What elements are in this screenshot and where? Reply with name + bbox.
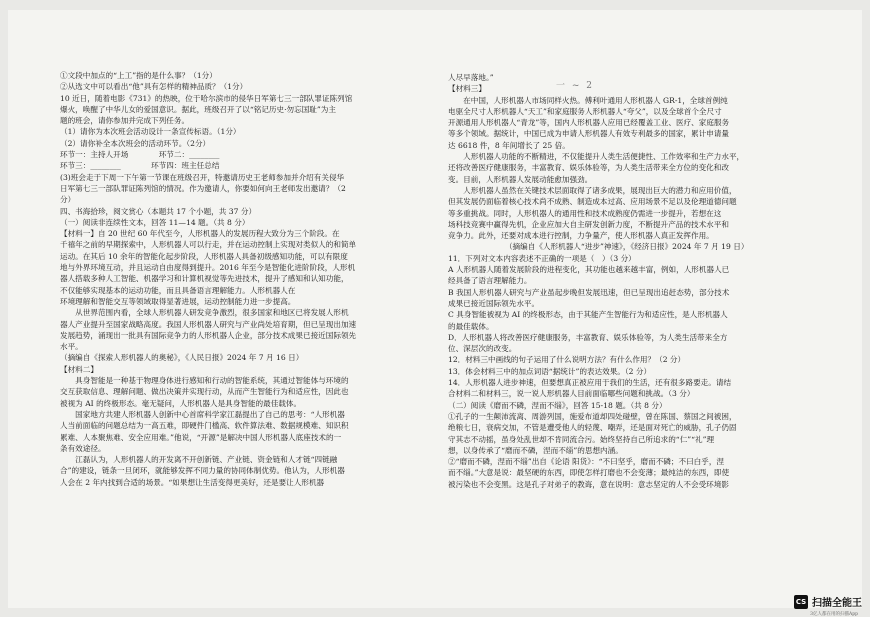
text-line: 器人产业提升至国家战略高度。我国人形机器人研究与产业尚处培育期，但已呈现出加速 bbox=[60, 319, 357, 329]
text-line: 还将改善医疗健康服务，丰富教育、娱乐体验等，为人类生活带来全方位的变化和改 bbox=[448, 163, 729, 173]
text-line: 【材料三】 bbox=[448, 84, 486, 94]
text-line: 而不缁。”大意是说：最坚硬的东西，即使怎样打磨也不会变薄；最纯洁的东西，即使 bbox=[448, 468, 730, 478]
watermark-name: 扫描全能王 bbox=[812, 598, 862, 609]
text-line: 环节三：________ 环节四：班主任总结 bbox=[60, 161, 220, 171]
text-line: 合材料二和材料三，说一说人形机器人目前面临哪些问题和挑战。（3 分） bbox=[448, 389, 695, 399]
text-line: 水平。 bbox=[60, 342, 83, 352]
left-column bbox=[60, 70, 438, 488]
text-line: 的最佳载体。 bbox=[448, 321, 494, 331]
text-line: 【材料二】 bbox=[60, 364, 98, 374]
text-line: 器人搭载多种人工智能、机器学习和计算机视觉等先进技术，提升了感知和认知功能， bbox=[60, 274, 349, 284]
text-line: 交互获取信息、理解问题、做出决策并实现行动，从而产生智能行为和适应性，因此也 bbox=[60, 387, 349, 397]
text-line: 变。目前，人形机器人发展动能愈加强劲。 bbox=[448, 174, 593, 184]
text-line: 10 近日，随着电影《731》的热映，位于哈尔滨市的侵华日军第七三一部队罪证陈列馆 bbox=[60, 93, 353, 103]
text-line: 具身智能是一种基于物理身体进行感知和行动的智能系统，其通过智能体与环境的 bbox=[60, 376, 349, 386]
text-line: （二）阅读《磨而不磷，涅而不缁》，回答 15-18 题。（共 8 分） bbox=[448, 400, 667, 410]
text-line: 11．下列对文本内容表述不正确的一项是（ ）（3 分） bbox=[448, 253, 636, 263]
text-line: 达 6618 件，8 年间增长了 25 倍。 bbox=[448, 140, 570, 150]
text-line: 发展趋势，涌现出一批具有国际竞争力的人形机器人企业，部分技术成果已接近国际领先 bbox=[60, 330, 357, 340]
text-line: （摘编自《探索人形机器人的奥秘》，《人民日报》2024 年 7 月 16 日） bbox=[60, 353, 304, 363]
text-line: D．人形机器人将改善医疗健康服务，丰富教育、娱乐体验等，为人类生活带来全方 bbox=[448, 332, 728, 342]
text-line: 成果已接近国际领先水平。 bbox=[448, 298, 540, 308]
text-line: 等多重挑战。同时，人形机器人的通用性和技术成熟度仍需进一步提升，若想在这 bbox=[448, 208, 722, 218]
text-line: 人形机器人虽然在关键技术层面取得了诸多成果，展现出巨大的潜力和应用价值， bbox=[448, 185, 737, 195]
text-line: 守其志不动摇，虽身处乱世却不肯同流合污。始终坚持自己所追求的“仁”“礼”理 bbox=[448, 434, 715, 444]
text-line: 条有效途径。 bbox=[60, 443, 106, 453]
header-stamp: 一 ~ 2 bbox=[556, 81, 594, 91]
scanner-watermark bbox=[794, 594, 862, 609]
text-line: 经具备了语言理解能力。 bbox=[448, 276, 532, 286]
text-line: 13．体会材料三中的加点词语“据统计”的表达效果。（2 分） bbox=[448, 366, 652, 376]
text-line: ①孔子的一生颠沛流离、周游列国，施爱布道却四处碰壁，曾在陈国、蔡国之间被困， bbox=[448, 411, 737, 421]
text-line: 等多个领域。据统计，中国已成为申请人形机器人有效专利最多的国家，累计申请量 bbox=[448, 129, 729, 139]
watermark-subtitle: 3亿人都在用的扫描App bbox=[810, 612, 858, 617]
text-line: 分） bbox=[60, 195, 76, 205]
text-line: 从世界范围内看，全球人形机器人研发竞争激烈，很多国家和地区已将发展人形机 bbox=[60, 308, 349, 318]
exam-page bbox=[8, 10, 862, 608]
text-line: 绝粮七日，衰病交加，不管是遭受他人的轻蔑、嘲弄，还是面对死亡的威胁，孔子仍固 bbox=[448, 423, 737, 433]
text-line: 环境理解和智能交互等领域取得显著进展，运动控制能力进一步提高。 bbox=[60, 296, 296, 306]
text-line: 爆火，唤醒了中华儿女的爱国意识。据此，班级召开了以“铭记历史·勿忘国耻”为主 bbox=[60, 104, 336, 114]
text-line: 竞争力。此外，还要对成本进行控制，力争量产，使人形机器人真正发挥作用。 bbox=[448, 231, 714, 241]
camscanner-logo-icon: CS bbox=[794, 595, 808, 609]
text-line: 电驱全尺寸人形机器人“天工”和家庭服务人形机器人“夸父”，以及全球首个全尺寸 bbox=[448, 106, 722, 116]
text-line: 被污染也不会变黑。这是孔子对弟子的教诲，意在说明：意志坚定的人不会受环境影 bbox=[448, 479, 729, 489]
text-line: 位、深层次的改变。 bbox=[448, 344, 517, 354]
text-line: 但其发展仍面临着核心技术尚不成熟、制造成本过高、应用场景不足以及伦理道德问题 bbox=[448, 197, 737, 207]
text-line: C 具身智能被视为 AI 的终极形态，由于其能产生智能行为和适应性，是人形机器人 bbox=[448, 310, 728, 320]
text-line: 千禧年之前的早期探索中，人形机器人可以行走，并在运动控制上实现对类似人的和简单 bbox=[60, 240, 357, 250]
text-line: 地与外界环境互动，并且运动自由度得到提升。2016 年至今是智能化进阶阶段，人形机 bbox=[60, 263, 356, 273]
text-line: （摘编自《人形机器人“进步”神速》，《经济日报》2024 年 7 月 19 日） bbox=[448, 242, 749, 252]
text-line: 运动。在其后 10 余年的智能化起步阶段，人形机器人具备初级感知功能，可以有限度 bbox=[60, 251, 348, 261]
text-line: 国家地方共建人形机器人创新中心首席科学家江磊提出了自己的思考：“人形机器 bbox=[60, 409, 345, 419]
text-line: 题的班会，请你参加并完成下列任务。 bbox=[60, 116, 190, 126]
text-line: 14．人形机器人进步神速，但要想真正被应用于我们的生活，还有很多路要走。请结 bbox=[448, 378, 732, 388]
text-line: 场科技竞赛中赢得先机，企业应加大自主研发创新力度，不断提升产品的技术水平和 bbox=[448, 219, 729, 229]
text-line: 江磊认为，人形机器人的开发离不开创新链、产业链、资金链和人才链“四链融 bbox=[60, 455, 338, 465]
text-line: （2）请你补全本次班会的活动环节。（2分） bbox=[60, 138, 211, 148]
text-line: 开源通用人形机器人“青龙”等，国内人形机器人应用已经覆盖工业、医疗、家庭服务 bbox=[448, 118, 730, 128]
text-line: 被视为 AI 的终极形态。毫无疑问，人形机器人是具身智能的最佳载体。 bbox=[60, 398, 302, 408]
text-line: 人尽早落地。” bbox=[448, 73, 494, 82]
text-line: （1）请你为本次班会活动设计一条宣传标语。（1分） bbox=[60, 127, 241, 137]
text-line: 【材料一】自 20 世纪 60 年代至今，人形机器人的发展历程大致分为三个阶段。在 bbox=[60, 229, 340, 239]
text-line: 四、书海拾珍，阅文赏心（本题共 17 个小题，共 37 分） bbox=[60, 206, 257, 216]
text-line: ②“磨而不磷，涅而不缁”出自《论语 阳货》：“不曰坚乎，磨而不磷；不曰白乎，涅 bbox=[448, 457, 725, 467]
text-line: ②从选文中可以看出“他”具有怎样的精神品质？（1分） bbox=[60, 82, 248, 92]
text-line: ①文段中加点的“上工”指的是什么事？（1分） bbox=[60, 71, 217, 80]
text-line: 想，以身传承了“磨而不磷，涅而不缁”的思想内涵。 bbox=[448, 445, 623, 455]
text-line: B 我国人形机器人研究与产业虽起步晚但发展迅速，但已呈现出追赶态势，部分技术 bbox=[448, 287, 730, 297]
text-line: A 人形机器人随着发展阶段的进程变化，其功能也越来越丰富，例如，人形机器人已 bbox=[448, 265, 730, 275]
text-line: 环节一：主持人开场 环节二：________ bbox=[60, 150, 220, 160]
text-line: （一）阅读非连续性文本，回答 11—14 题。（共 8 分） bbox=[60, 217, 250, 227]
text-line: 人当前面临的问题总结为一高五难，即硬件门槛高、软件算法难、数据规模难、知识积 bbox=[60, 421, 349, 431]
text-line: 不仅能够实现基本的运动功能，而且具备语言理解能力。人形机器人在 bbox=[60, 285, 296, 295]
text-line: 12．材料三中画线的句子运用了什么说明方法？有什么作用？（2 分） bbox=[448, 355, 686, 365]
text-line: (3)班会走于下周一下午第一节课在班级召开，特邀请历史王老师参加并介绍有关侵华 bbox=[60, 172, 345, 182]
text-line: 累难、人本聚焦难、安全应用难。”他说，“开源”是解决中国人形机器人底座技术的一 bbox=[60, 432, 342, 442]
right-column bbox=[448, 72, 836, 490]
text-line: 日军第七三一部队罪证陈列馆的情况。作为邀请人，你要如何向王老师发出邀请？（2 bbox=[60, 183, 346, 193]
text-line: 合”的建设，链条一旦闭环，就能够发挥不同力量的协同体制优势。他认为，人形机器 bbox=[60, 466, 345, 476]
text-line: 人形机器人功能的不断精进，不仅能提升人类生活便捷性、工作效率和生产力水平， bbox=[448, 152, 745, 162]
text-line: 在中国，人形机器人市场同样火热。傅利叶通用人形机器人 GR-1，全球首例纯 bbox=[448, 95, 728, 105]
text-line: 人会在 2 年内找到合适的场景。“如果想让生活变得更美好，还是要让人形机器 bbox=[60, 477, 325, 487]
